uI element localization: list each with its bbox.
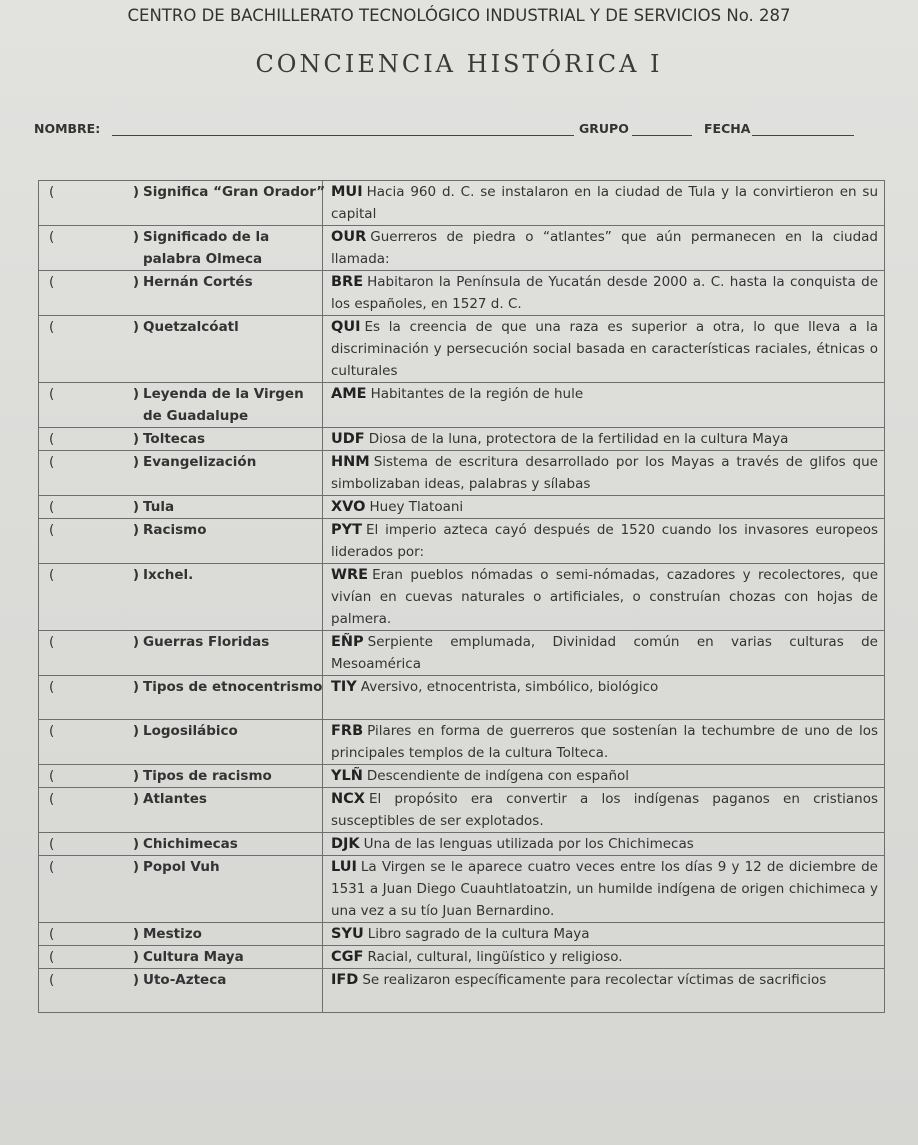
matching-table — [38, 180, 885, 1013]
answer-open-paren: ( — [49, 274, 55, 290]
term-label: Ixchel. — [143, 567, 194, 583]
definition-code: QUI — [331, 319, 361, 335]
answer-cell[interactable] — [39, 833, 323, 856]
definition-text: El propósito era convertir a los indígenas paganos en cristianos susceptibles de ser explotados. — [331, 791, 878, 829]
answer-close-paren: ) — [132, 791, 139, 807]
table-row — [39, 923, 885, 946]
definition-text: Habitantes de la región de hule — [370, 386, 584, 402]
definition-cell — [323, 969, 885, 1013]
answer-cell[interactable] — [39, 765, 323, 788]
table-row — [39, 969, 885, 1013]
term-label: Popol Vuh — [143, 859, 220, 875]
group-line — [632, 135, 692, 136]
answer-open-paren: ( — [49, 229, 55, 245]
term-label: Cultura Maya — [143, 949, 244, 965]
definition-cell — [323, 788, 885, 833]
table-row — [39, 946, 885, 969]
answer-close-paren: ) — [132, 184, 139, 200]
answer-open-paren: ( — [49, 679, 55, 695]
definition-code: SYU — [331, 926, 364, 942]
definition-text: Pilares en forma de guerreros que sostenían la techumbre de uno de los principales templos de la cultura Tolteca. — [331, 723, 878, 761]
answer-close-paren: ) — [132, 926, 139, 942]
definition-text: Diosa de la luna, protectora de la fertilidad en la cultura Maya — [368, 431, 789, 447]
answer-open-paren: ( — [49, 567, 55, 583]
answer-cell[interactable] — [39, 631, 323, 676]
definition-text: Huey Tlatoani — [369, 499, 464, 515]
answer-close-paren: ) — [132, 567, 139, 583]
name-label: NOMBRE: — [34, 121, 101, 136]
answer-open-paren: ( — [49, 836, 55, 852]
answer-close-paren: ) — [132, 499, 139, 515]
definition-cell — [323, 833, 885, 856]
definition-cell — [323, 496, 885, 519]
term-label: Leyenda de la Virgen de Guadalupe — [143, 386, 304, 424]
definition-cell — [323, 519, 885, 564]
definition-code: WRE — [331, 567, 369, 583]
definition-code: IFD — [331, 972, 359, 988]
answer-open-paren: ( — [49, 522, 55, 538]
name-line — [112, 135, 574, 136]
term-label: Logosilábico — [143, 723, 238, 739]
definition-code: MUI — [331, 184, 363, 200]
answer-close-paren: ) — [132, 386, 139, 402]
answer-close-paren: ) — [132, 723, 139, 739]
answer-cell[interactable] — [39, 519, 323, 564]
definition-code: OUR — [331, 229, 367, 245]
answer-close-paren: ) — [132, 768, 139, 784]
answer-open-paren: ( — [49, 431, 55, 447]
definition-cell — [323, 316, 885, 383]
answer-close-paren: ) — [132, 679, 139, 695]
definition-code: LUI — [331, 859, 357, 875]
definition-cell — [323, 181, 885, 226]
answer-cell[interactable] — [39, 383, 323, 428]
table-row — [39, 856, 885, 923]
table-row — [39, 676, 885, 720]
answer-open-paren: ( — [49, 454, 55, 470]
definition-cell — [323, 428, 885, 451]
definition-code: TIY — [331, 679, 357, 695]
answer-close-paren: ) — [132, 836, 139, 852]
term-label: Chichimecas — [143, 836, 238, 852]
answer-open-paren: ( — [49, 319, 55, 335]
answer-open-paren: ( — [49, 386, 55, 402]
term-label: Significado de la palabra Olmeca — [143, 229, 270, 267]
definition-text: Serpiente emplumada, Divinidad común en varias culturas de Mesoamérica — [331, 634, 878, 672]
term-label: Evangelización — [143, 454, 257, 470]
answer-cell[interactable] — [39, 181, 326, 226]
definition-code: PYT — [331, 522, 363, 538]
answer-open-paren: ( — [49, 859, 55, 875]
definition-code: EÑP — [331, 634, 364, 650]
definition-code: FRB — [331, 723, 364, 739]
table-row — [39, 631, 885, 676]
definition-cell — [323, 676, 885, 720]
answer-cell[interactable] — [39, 720, 323, 765]
answer-close-paren: ) — [132, 274, 139, 290]
definition-text: Guerreros de piedra o “atlantes” que aún permanecen en la ciudad llamada: — [331, 229, 878, 267]
date-label: FECHA — [704, 121, 751, 136]
answer-close-paren: ) — [132, 431, 139, 447]
table-row — [39, 181, 885, 226]
definition-code: XVO — [331, 499, 366, 515]
answer-cell[interactable] — [39, 496, 323, 519]
definition-code: AME — [331, 386, 367, 402]
matching-table-body — [39, 181, 885, 1013]
date-line — [752, 135, 854, 136]
school-name: CENTRO DE BACHILLERATO TECNOLÓGICO INDUSTRIAL Y DE SERVICIOS No. 287 — [127, 6, 791, 25]
definition-code: YLÑ — [331, 768, 363, 784]
term-label: Atlantes — [143, 791, 207, 807]
definition-text: Libro sagrado de la cultura Maya — [367, 926, 590, 942]
definition-cell — [323, 631, 885, 676]
definition-cell — [323, 226, 885, 271]
definition-code: UDF — [331, 431, 365, 447]
definition-code: BRE — [331, 274, 364, 290]
answer-cell[interactable] — [39, 316, 323, 383]
term-label: Tula — [143, 499, 175, 515]
table-row — [39, 451, 885, 496]
definition-cell — [323, 383, 885, 428]
answer-close-paren: ) — [132, 949, 139, 965]
definition-code: DJK — [331, 836, 360, 852]
definition-cell — [323, 946, 885, 969]
answer-open-paren: ( — [49, 926, 55, 942]
table-row — [39, 316, 885, 383]
table-row — [39, 720, 885, 765]
answer-close-paren: ) — [132, 859, 139, 875]
definition-cell — [323, 923, 885, 946]
term-label: Uto-Azteca — [143, 972, 227, 988]
answer-cell[interactable] — [39, 428, 323, 451]
table-row — [39, 496, 885, 519]
answer-close-paren: ) — [132, 522, 139, 538]
term-label: Tipos de racismo — [143, 768, 272, 784]
table-row — [39, 226, 885, 271]
table-row — [39, 271, 885, 316]
answer-cell[interactable] — [39, 923, 323, 946]
table-row — [39, 788, 885, 833]
term-label: Guerras Floridas — [143, 634, 270, 650]
answer-close-paren: ) — [132, 319, 139, 335]
answer-cell[interactable] — [39, 676, 323, 720]
answer-cell[interactable] — [39, 226, 323, 271]
subject-title: CONCIENCIA HISTÓRICA I — [255, 50, 663, 78]
answer-open-paren: ( — [49, 791, 55, 807]
term-label: Racismo — [143, 522, 207, 538]
answer-close-paren: ) — [132, 454, 139, 470]
definition-text: Racial, cultural, lingüístico y religioso. — [367, 949, 623, 965]
definition-text: Descendiente de indígena con español — [366, 768, 630, 784]
answer-cell[interactable] — [39, 271, 323, 316]
answer-cell[interactable] — [39, 969, 323, 1013]
answer-close-paren: ) — [132, 634, 139, 650]
answer-cell[interactable] — [39, 946, 323, 969]
answer-open-paren: ( — [49, 184, 55, 200]
definition-text: El imperio azteca cayó después de 1520 cuando los invasores europeos liderados por: — [331, 522, 878, 560]
table-row — [39, 833, 885, 856]
answer-close-paren: ) — [132, 972, 139, 988]
term-label: Significa “Gran Orador” — [143, 184, 326, 200]
term-label: Tipos de etnocentrismo — [143, 679, 323, 695]
definition-cell — [323, 564, 885, 631]
definition-text: La Virgen se le aparece cuatro veces entre los días 9 y 12 de diciembre de 1531 a Juan Diego Cuauhtlatoatzin, un humilde indígena de origen chichimeca y una vez a su tío Juan Bernardino. — [331, 859, 878, 919]
answer-open-paren: ( — [49, 972, 55, 988]
definition-text: Eran pueblos nómadas o semi-nómadas, cazadores y recolectores, que vivían en cuevas naturales o artificiales, o construían chozas con hojas de palmera. — [331, 567, 878, 627]
table-row — [39, 765, 885, 788]
definition-cell — [323, 856, 885, 923]
definition-text: Aversivo, etnocentrista, simbólico, biológico — [360, 679, 659, 695]
table-row — [39, 564, 885, 631]
answer-cell[interactable] — [39, 788, 323, 833]
answer-cell[interactable] — [39, 856, 323, 923]
answer-open-paren: ( — [49, 768, 55, 784]
table-row — [39, 383, 885, 428]
definition-code: CGF — [331, 949, 364, 965]
term-label: Hernán Cortés — [143, 274, 253, 290]
definition-code: NCX — [331, 791, 365, 807]
answer-open-paren: ( — [49, 634, 55, 650]
term-label: Mestizo — [143, 926, 202, 942]
answer-open-paren: ( — [49, 723, 55, 739]
table-row — [39, 519, 885, 564]
student-fields — [34, 115, 864, 145]
definition-cell — [323, 720, 885, 765]
answer-open-paren: ( — [49, 499, 55, 515]
definition-cell — [323, 451, 885, 496]
definition-code: HNM — [331, 454, 370, 470]
term-label: Toltecas — [143, 431, 206, 447]
answer-open-paren: ( — [49, 949, 55, 965]
answer-cell[interactable] — [39, 451, 323, 496]
term-label: Quetzalcóatl — [143, 319, 239, 335]
definition-text: Es la creencia de que una raza es superior a otra, lo que lleva a la discriminación y persecución social basada en características raciales, étnicas o culturales — [331, 319, 878, 379]
definition-text: Habitaron la Península de Yucatán desde 2000 a. C. hasta la conquista de los españoles, en 1527 d. C. — [331, 274, 878, 312]
definition-text: Hacia 960 d. C. se instalaron en la ciudad de Tula y la convirtieron en su capital — [331, 184, 878, 222]
definition-text: Se realizaron específicamente para recolectar víctimas de sacrificios — [362, 972, 827, 988]
definition-cell — [323, 765, 885, 788]
answer-close-paren: ) — [132, 229, 139, 245]
definition-text: Sistema de escritura desarrollado por los Mayas a través de glifos que simbolizaban ideas, palabras y sílabas — [331, 454, 878, 492]
definition-text: Una de las lenguas utilizada por los Chichimecas — [363, 836, 694, 852]
group-label: GRUPO — [579, 121, 629, 136]
answer-cell[interactable] — [39, 564, 323, 631]
definition-cell — [323, 271, 885, 316]
table-row — [39, 428, 885, 451]
